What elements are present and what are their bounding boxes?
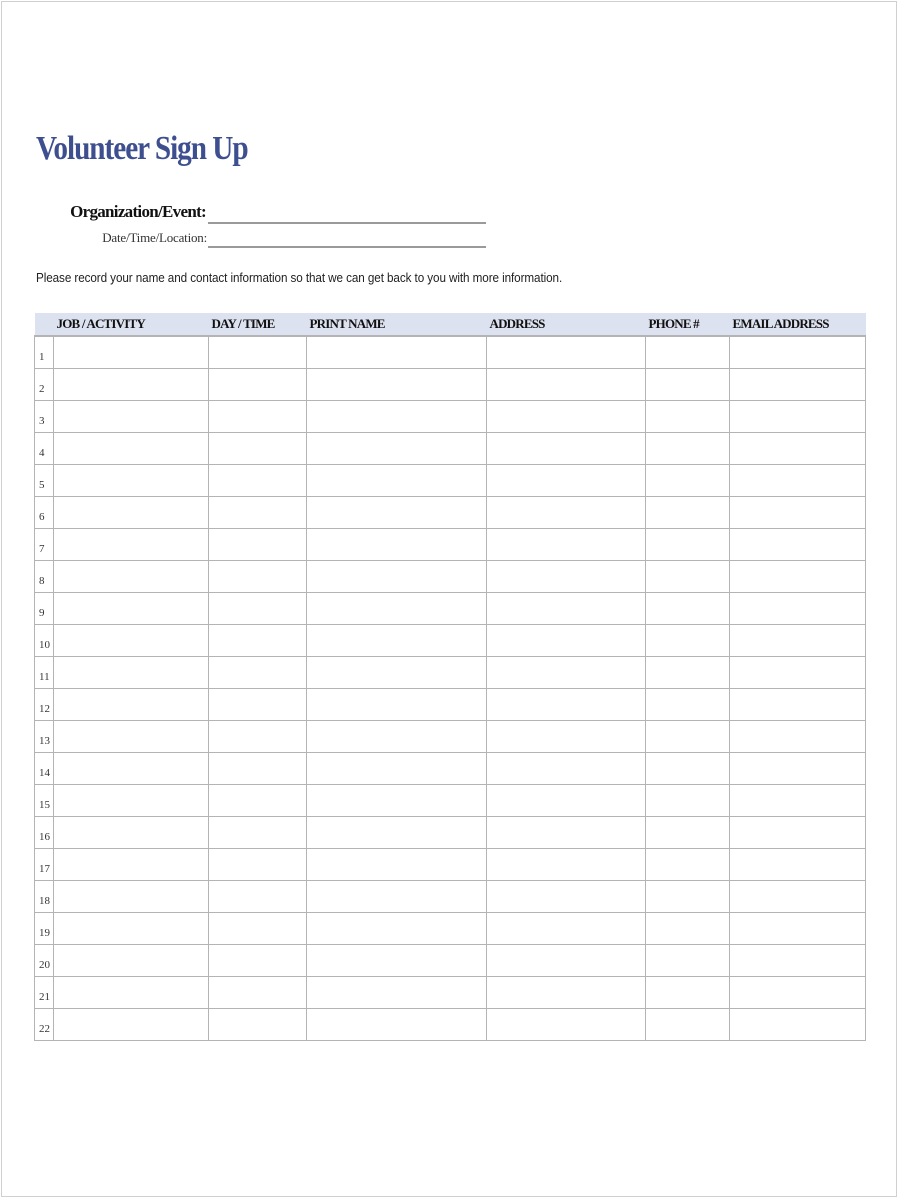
cell-address[interactable] [487, 976, 646, 1008]
cell-job-activity[interactable] [54, 432, 209, 464]
table-row [35, 944, 866, 976]
cell-day-time[interactable] [209, 816, 307, 848]
row-number: 18 [35, 880, 54, 912]
cell-job-activity[interactable] [54, 912, 209, 944]
cell-day-time[interactable] [209, 976, 307, 1008]
cell-job-activity[interactable] [54, 592, 209, 624]
cell-phone[interactable] [646, 528, 730, 560]
cell-print-name[interactable] [307, 464, 487, 496]
cell-job-activity[interactable] [54, 1008, 209, 1040]
cell-job-activity[interactable] [54, 720, 209, 752]
table-row [35, 400, 866, 432]
date-time-location-label: Date/Time/Location: [102, 230, 207, 245]
column-header-email-address: EMAIL ADDRESS [730, 313, 866, 336]
cell-email-address[interactable] [730, 688, 866, 720]
table-row [35, 464, 866, 496]
cell-day-time[interactable] [209, 912, 307, 944]
cell-print-name[interactable] [307, 784, 487, 816]
cell-phone[interactable] [646, 400, 730, 432]
row-number: 20 [35, 944, 54, 976]
table-header-row [35, 313, 866, 336]
row-number: 10 [35, 624, 54, 656]
cell-job-activity[interactable] [54, 496, 209, 528]
row-number: 4 [35, 432, 54, 464]
cell-print-name[interactable] [307, 912, 487, 944]
column-header-job-activity: JOB / ACTIVITY [54, 313, 209, 336]
cell-address[interactable] [487, 464, 646, 496]
cell-print-name[interactable] [307, 368, 487, 400]
table-row [35, 912, 866, 944]
cell-email-address[interactable] [730, 368, 866, 400]
cell-address[interactable] [487, 528, 646, 560]
cell-phone[interactable] [646, 624, 730, 656]
cell-phone[interactable] [646, 464, 730, 496]
cell-email-address[interactable] [730, 880, 866, 912]
cell-job-activity[interactable] [54, 848, 209, 880]
table-row [35, 432, 866, 464]
cell-print-name[interactable] [307, 656, 487, 688]
cell-day-time[interactable] [209, 944, 307, 976]
cell-job-activity[interactable] [54, 400, 209, 432]
cell-address[interactable] [487, 752, 646, 784]
cell-email-address[interactable] [730, 496, 866, 528]
cell-print-name[interactable] [307, 560, 487, 592]
cell-day-time[interactable] [209, 336, 307, 368]
cell-print-name[interactable] [307, 1008, 487, 1040]
row-number: 14 [35, 752, 54, 784]
cell-email-address[interactable] [730, 624, 866, 656]
date-field-label-wrap [36, 224, 207, 248]
cell-phone[interactable] [646, 432, 730, 464]
cell-phone[interactable] [646, 848, 730, 880]
cell-day-time[interactable] [209, 656, 307, 688]
cell-address[interactable] [487, 624, 646, 656]
table-row [35, 368, 866, 400]
cell-day-time[interactable] [209, 432, 307, 464]
cell-phone[interactable] [646, 1008, 730, 1040]
cell-email-address[interactable] [730, 464, 866, 496]
row-number: 11 [35, 656, 54, 688]
column-header-day-time: DAY / TIME [209, 313, 307, 336]
cell-job-activity[interactable] [54, 336, 209, 368]
row-number: 21 [35, 976, 54, 1008]
cell-day-time[interactable] [209, 784, 307, 816]
cell-address[interactable] [487, 432, 646, 464]
cell-print-name[interactable] [307, 944, 487, 976]
cell-day-time[interactable] [209, 720, 307, 752]
row-number: 22 [35, 1008, 54, 1040]
cell-day-time[interactable] [209, 592, 307, 624]
cell-print-name[interactable] [307, 880, 487, 912]
cell-day-time[interactable] [209, 368, 307, 400]
cell-print-name[interactable] [307, 624, 487, 656]
cell-phone[interactable] [646, 688, 730, 720]
table-row [35, 1008, 866, 1040]
cell-print-name[interactable] [307, 496, 487, 528]
organization-field[interactable] [208, 222, 486, 224]
cell-job-activity[interactable] [54, 976, 209, 1008]
cell-day-time[interactable] [209, 688, 307, 720]
cell-print-name[interactable] [307, 720, 487, 752]
row-number: 19 [35, 912, 54, 944]
cell-address[interactable] [487, 720, 646, 752]
cell-day-time[interactable] [209, 1008, 307, 1040]
cell-email-address[interactable] [730, 976, 866, 1008]
cell-job-activity[interactable] [54, 464, 209, 496]
cell-job-activity[interactable] [54, 944, 209, 976]
cell-email-address[interactable] [730, 400, 866, 432]
cell-phone[interactable] [646, 880, 730, 912]
row-number: 2 [35, 368, 54, 400]
cell-email-address[interactable] [730, 1008, 866, 1040]
cell-email-address[interactable] [730, 432, 866, 464]
table-row [35, 496, 866, 528]
cell-address[interactable] [487, 816, 646, 848]
table-row [35, 880, 866, 912]
cell-job-activity[interactable] [54, 368, 209, 400]
cell-phone[interactable] [646, 784, 730, 816]
cell-phone[interactable] [646, 560, 730, 592]
table-row [35, 528, 866, 560]
row-number: 15 [35, 784, 54, 816]
column-header-print-name: PRINT NAME [307, 313, 487, 336]
cell-print-name[interactable] [307, 752, 487, 784]
cell-address[interactable] [487, 656, 646, 688]
cell-email-address[interactable] [730, 816, 866, 848]
cell-email-address[interactable] [730, 944, 866, 976]
cell-day-time[interactable] [209, 752, 307, 784]
cell-phone[interactable] [646, 496, 730, 528]
cell-address[interactable] [487, 336, 646, 368]
cell-address[interactable] [487, 912, 646, 944]
cell-print-name[interactable] [307, 528, 487, 560]
cell-phone[interactable] [646, 976, 730, 1008]
cell-phone[interactable] [646, 368, 730, 400]
cell-email-address[interactable] [730, 752, 866, 784]
cell-job-activity[interactable] [54, 880, 209, 912]
table-row [35, 688, 866, 720]
organization-label: Organization/Event: [70, 202, 206, 221]
row-number: 3 [35, 400, 54, 432]
cell-email-address[interactable] [730, 528, 866, 560]
cell-print-name[interactable] [307, 400, 487, 432]
cell-print-name[interactable] [307, 976, 487, 1008]
cell-day-time[interactable] [209, 464, 307, 496]
table-row [35, 784, 866, 816]
cell-print-name[interactable] [307, 592, 487, 624]
table-row [35, 720, 866, 752]
row-number: 6 [35, 496, 54, 528]
cell-phone[interactable] [646, 336, 730, 368]
cell-day-time[interactable] [209, 848, 307, 880]
cell-job-activity[interactable] [54, 688, 209, 720]
cell-day-time[interactable] [209, 496, 307, 528]
cell-job-activity[interactable] [54, 656, 209, 688]
column-header-address: ADDRESS [487, 313, 646, 336]
table-row [35, 592, 866, 624]
signup-table [34, 313, 866, 1041]
cell-address[interactable] [487, 944, 646, 976]
cell-print-name[interactable] [307, 848, 487, 880]
cell-print-name[interactable] [307, 432, 487, 464]
cell-address[interactable] [487, 368, 646, 400]
cell-email-address[interactable] [730, 592, 866, 624]
cell-email-address[interactable] [730, 560, 866, 592]
table-row [35, 752, 866, 784]
cell-address[interactable] [487, 560, 646, 592]
date-time-location-field[interactable] [208, 246, 486, 248]
cell-phone[interactable] [646, 752, 730, 784]
table-row [35, 656, 866, 688]
organization-field-label-wrap [36, 200, 206, 224]
cell-address[interactable] [487, 784, 646, 816]
cell-email-address[interactable] [730, 848, 866, 880]
cell-phone[interactable] [646, 720, 730, 752]
cell-job-activity[interactable] [54, 784, 209, 816]
cell-print-name[interactable] [307, 336, 487, 368]
row-number: 1 [35, 336, 54, 368]
cell-job-activity[interactable] [54, 528, 209, 560]
cell-phone[interactable] [646, 656, 730, 688]
cell-phone[interactable] [646, 816, 730, 848]
cell-print-name[interactable] [307, 816, 487, 848]
cell-address[interactable] [487, 688, 646, 720]
cell-email-address[interactable] [730, 336, 866, 368]
column-header-row-number [35, 313, 54, 336]
row-number: 5 [35, 464, 54, 496]
cell-email-address[interactable] [730, 656, 866, 688]
cell-job-activity[interactable] [54, 624, 209, 656]
row-number: 9 [35, 592, 54, 624]
cell-day-time[interactable] [209, 400, 307, 432]
cell-day-time[interactable] [209, 528, 307, 560]
table-row [35, 560, 866, 592]
cell-job-activity[interactable] [54, 560, 209, 592]
cell-address[interactable] [487, 400, 646, 432]
row-number: 7 [35, 528, 54, 560]
cell-day-time[interactable] [209, 880, 307, 912]
cell-email-address[interactable] [730, 912, 866, 944]
cell-phone[interactable] [646, 912, 730, 944]
row-number: 17 [35, 848, 54, 880]
cell-address[interactable] [487, 848, 646, 880]
cell-day-time[interactable] [209, 560, 307, 592]
table-row [35, 816, 866, 848]
cell-phone[interactable] [646, 944, 730, 976]
cell-print-name[interactable] [307, 688, 487, 720]
page-title: Volunteer Sign Up [36, 130, 248, 167]
cell-email-address[interactable] [730, 784, 866, 816]
row-number: 16 [35, 816, 54, 848]
cell-address[interactable] [487, 1008, 646, 1040]
cell-address[interactable] [487, 592, 646, 624]
instructions-text: Please record your name and contact information so that we can get back to you with more information. [36, 270, 563, 285]
cell-address[interactable] [487, 496, 646, 528]
table-row [35, 976, 866, 1008]
table-row [35, 624, 866, 656]
cell-address[interactable] [487, 880, 646, 912]
table-row [35, 336, 866, 368]
table-body [35, 336, 866, 1040]
cell-job-activity[interactable] [54, 752, 209, 784]
cell-phone[interactable] [646, 592, 730, 624]
cell-email-address[interactable] [730, 720, 866, 752]
column-header-phone: PHONE # [646, 313, 730, 336]
cell-job-activity[interactable] [54, 816, 209, 848]
cell-day-time[interactable] [209, 624, 307, 656]
table-row [35, 848, 866, 880]
row-number: 12 [35, 688, 54, 720]
row-number: 8 [35, 560, 54, 592]
row-number: 13 [35, 720, 54, 752]
